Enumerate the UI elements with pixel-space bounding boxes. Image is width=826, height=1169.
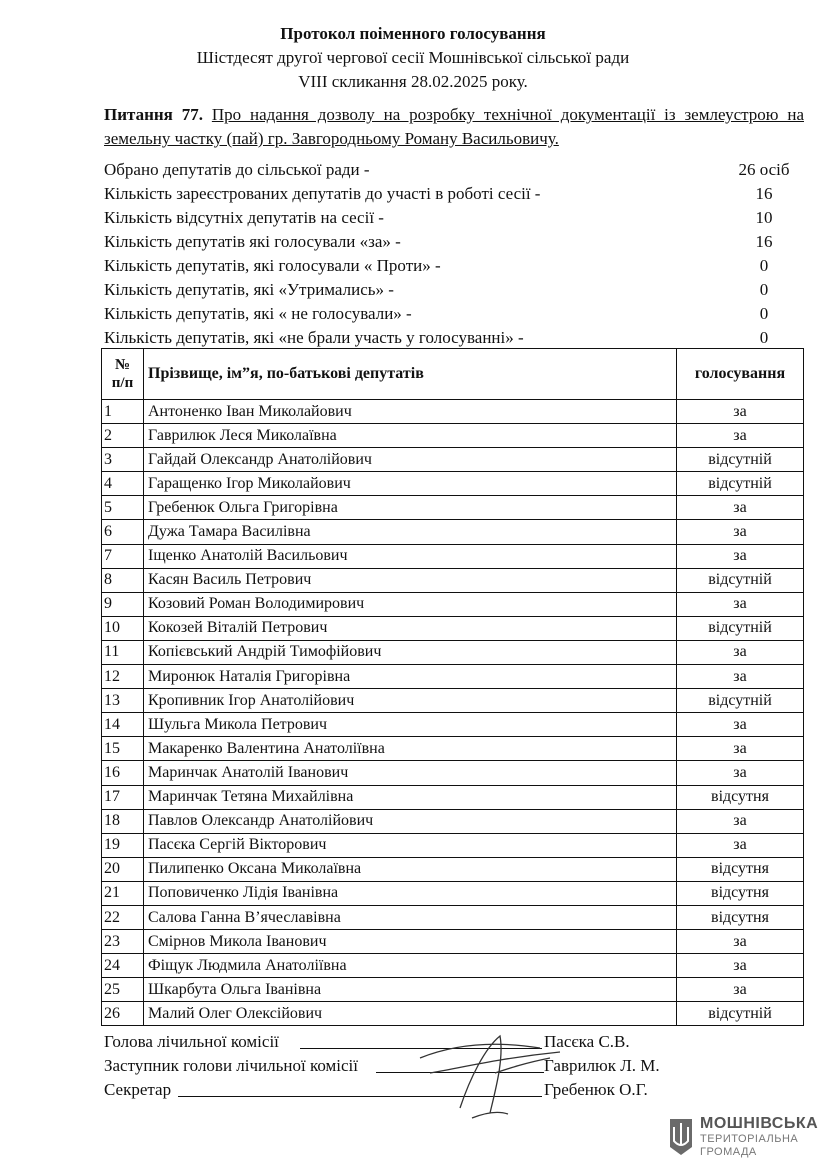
table-row [102, 592, 804, 616]
question-text: Про надання дозволу на розробку технічної документації із землеустрою на земельну частку (пай) гр. Завгородньому Роману Васильовичу. [104, 105, 804, 148]
signature-role: Заступник голови лічильної комісії [104, 1056, 359, 1075]
table-row [102, 448, 804, 472]
cell-vote: за [677, 424, 804, 448]
cell-deputy-name: Антоненко Іван Миколайович [144, 400, 677, 424]
table-row [102, 640, 804, 664]
cell-deputy-name: Малий Олег Олексійович [144, 1002, 677, 1026]
cell-vote: за [677, 496, 804, 520]
logo-line-1: МОШНІВСЬКА [700, 1115, 819, 1132]
stat-value: 0 [759, 256, 769, 275]
signer-name: Пасєка С.В. [544, 1032, 630, 1051]
cell-deputy-name: Кокозей Віталій Петрович [144, 616, 677, 640]
column-header-vote: голосування [677, 349, 804, 400]
cell-deputy-name: Касян Василь Петрович [144, 568, 677, 592]
cell-deputy-name: Павлов Олександр Анатолійович [144, 809, 677, 833]
table-row [102, 400, 804, 424]
cell-vote: відсутній [677, 616, 804, 640]
column-header-number [102, 349, 144, 400]
table-row [102, 544, 804, 568]
table-row [102, 930, 804, 954]
stat-value: 16 [755, 232, 773, 251]
cell-vote: за [677, 833, 804, 857]
table-row [102, 568, 804, 592]
stat-value: 26 осіб [738, 160, 790, 179]
stat-row [104, 302, 804, 326]
cell-deputy-name: Маринчак Тетяна Михайлівна [144, 785, 677, 809]
stat-row [104, 206, 804, 230]
cell-vote: відсутня [677, 857, 804, 881]
document-title: Протокол поіменного голосування [280, 24, 546, 43]
cell-number: 23 [102, 930, 144, 954]
cell-vote: відсутній [677, 1002, 804, 1026]
stat-value: 16 [755, 184, 773, 203]
question-number: Питання 77. [104, 105, 203, 124]
cell-number: 11 [102, 640, 144, 664]
table-row [102, 809, 804, 833]
cell-number: 17 [102, 785, 144, 809]
cell-vote: за [677, 520, 804, 544]
convocation-date-line: VIII скликання 28.02.2025 року. [298, 72, 528, 91]
stat-label: Кількість депутатів, які «Утримались» - [104, 280, 394, 299]
logo-line-3: ГРОМАДА [700, 1146, 757, 1158]
signature-role: Секретар [104, 1080, 172, 1099]
signature-role: Голова лічильної комісії [104, 1032, 279, 1051]
table-row [102, 520, 804, 544]
stat-row [104, 326, 804, 350]
stat-value: 10 [755, 208, 773, 227]
stat-row [104, 182, 804, 206]
cell-deputy-name: Гребенюк Ольга Григорівна [144, 496, 677, 520]
cell-deputy-name: Дужа Тамара Василівна [144, 520, 677, 544]
trident-emblem-icon [668, 1117, 694, 1157]
cell-deputy-name: Копієвський Андрій Тимофійович [144, 640, 677, 664]
stat-row [104, 254, 804, 278]
cell-deputy-name: Пилипенко Оксана Миколаївна [144, 857, 677, 881]
table-row [102, 424, 804, 448]
cell-number: 18 [102, 809, 144, 833]
session-line: Шістдесят другої чергової сесії Мошнівської сільської ради [196, 48, 630, 67]
table-row [102, 472, 804, 496]
cell-number: 13 [102, 689, 144, 713]
table-header-row [102, 349, 804, 400]
cell-number: 6 [102, 520, 144, 544]
cell-deputy-name: Пасєка Сергій Вікторович [144, 833, 677, 857]
cell-number: 2 [102, 424, 144, 448]
cell-vote: за [677, 544, 804, 568]
stat-label: Обрано депутатів до сільської ради - [104, 160, 370, 179]
table-row [102, 761, 804, 785]
stat-row [104, 158, 804, 182]
cell-deputy-name: Гаращенко Ігор Миколайович [144, 472, 677, 496]
cell-vote: відсутній [677, 568, 804, 592]
cell-vote: відсутній [677, 472, 804, 496]
table-row [102, 881, 804, 905]
table-row [102, 496, 804, 520]
cell-deputy-name: Салова Ганна В’ячеславівна [144, 905, 677, 929]
stat-label: Кількість зареєстрованих депутатів до участі в роботі сесії - [104, 184, 541, 203]
cell-number: 7 [102, 544, 144, 568]
cell-vote: відсутня [677, 905, 804, 929]
cell-deputy-name: Іщенко Анатолій Васильович [144, 544, 677, 568]
cell-deputy-name: Фіщук Людмила Анатоліївна [144, 954, 677, 978]
agenda-question [104, 103, 804, 151]
table-row [102, 833, 804, 857]
cell-number: 19 [102, 833, 144, 857]
column-header-name: Прізвище, ім”я, по-батькові депутатів [144, 349, 677, 400]
stat-value: 0 [759, 328, 769, 347]
stat-value: 0 [759, 304, 769, 323]
stat-row [104, 278, 804, 302]
cell-deputy-name: Смірнов Микола Іванович [144, 930, 677, 954]
document-header [0, 22, 826, 94]
cell-vote: за [677, 713, 804, 737]
cell-number: 15 [102, 737, 144, 761]
cell-deputy-name: Козовий Роман Володимирович [144, 592, 677, 616]
logo-line-2: ТЕРИТОРІАЛЬНА [700, 1133, 799, 1145]
stat-label: Кількість депутатів, які «не брали участь у голосуванні» - [104, 328, 524, 347]
cell-vote: за [677, 978, 804, 1002]
cell-vote: за [677, 737, 804, 761]
cell-number: 8 [102, 568, 144, 592]
roll-call-table [101, 348, 804, 1026]
cell-vote: за [677, 809, 804, 833]
cell-deputy-name: Гаврилюк Леся Миколаївна [144, 424, 677, 448]
stat-value: 0 [759, 280, 769, 299]
cell-deputy-name: Шкарбута Ольга Іванівна [144, 978, 677, 1002]
cell-vote: відсутній [677, 448, 804, 472]
cell-number: 1 [102, 400, 144, 424]
cell-deputy-name: Маринчак Анатолій Іванович [144, 761, 677, 785]
cell-number: 22 [102, 905, 144, 929]
cell-number: 4 [102, 472, 144, 496]
cell-vote: за [677, 640, 804, 664]
table-row [102, 665, 804, 689]
column-header-number-label: № п/п [111, 357, 134, 391]
table-row [102, 785, 804, 809]
table-row [102, 713, 804, 737]
table-row [102, 689, 804, 713]
cell-number: 26 [102, 1002, 144, 1026]
cell-deputy-name: Шульга Микола Петрович [144, 713, 677, 737]
handwritten-signature [400, 1018, 570, 1128]
stat-label: Кількість відсутніх депутатів на сесії - [104, 208, 384, 227]
stat-row [104, 230, 804, 254]
cell-number: 5 [102, 496, 144, 520]
stat-label: Кількість депутатів які голосували «за» - [104, 232, 401, 251]
stat-label: Кількість депутатів, які « не голосували» - [104, 304, 412, 323]
cell-vote: за [677, 930, 804, 954]
cell-deputy-name: Макаренко Валентина Анатоліївна [144, 737, 677, 761]
cell-number: 3 [102, 448, 144, 472]
cell-deputy-name: Гайдай Олександр Анатолійович [144, 448, 677, 472]
cell-number: 25 [102, 978, 144, 1002]
cell-number: 24 [102, 954, 144, 978]
community-logo [668, 1115, 818, 1165]
table-row [102, 905, 804, 929]
table-row [102, 616, 804, 640]
table-row [102, 978, 804, 1002]
signer-name: Гаврилюк Л. М. [544, 1056, 660, 1075]
table-row [102, 954, 804, 978]
cell-number: 9 [102, 592, 144, 616]
cell-vote: відсутня [677, 785, 804, 809]
vote-summary [104, 158, 804, 350]
cell-vote: за [677, 665, 804, 689]
cell-number: 12 [102, 665, 144, 689]
table-row [102, 737, 804, 761]
cell-number: 16 [102, 761, 144, 785]
cell-deputy-name: Поповиченко Лідія Іванівна [144, 881, 677, 905]
cell-deputy-name: Кропивник Ігор Анатолійович [144, 689, 677, 713]
cell-vote: за [677, 954, 804, 978]
cell-number: 21 [102, 881, 144, 905]
cell-number: 14 [102, 713, 144, 737]
cell-vote: за [677, 761, 804, 785]
cell-deputy-name: Миронюк Наталія Григорівна [144, 665, 677, 689]
cell-number: 20 [102, 857, 144, 881]
cell-vote: за [677, 592, 804, 616]
cell-vote: відсутня [677, 881, 804, 905]
stat-label: Кількість депутатів, які голосували « Проти» - [104, 256, 441, 275]
table-row [102, 857, 804, 881]
cell-vote: відсутній [677, 689, 804, 713]
signer-name: Гребенюк О.Г. [544, 1080, 648, 1099]
cell-vote: за [677, 400, 804, 424]
cell-number: 10 [102, 616, 144, 640]
